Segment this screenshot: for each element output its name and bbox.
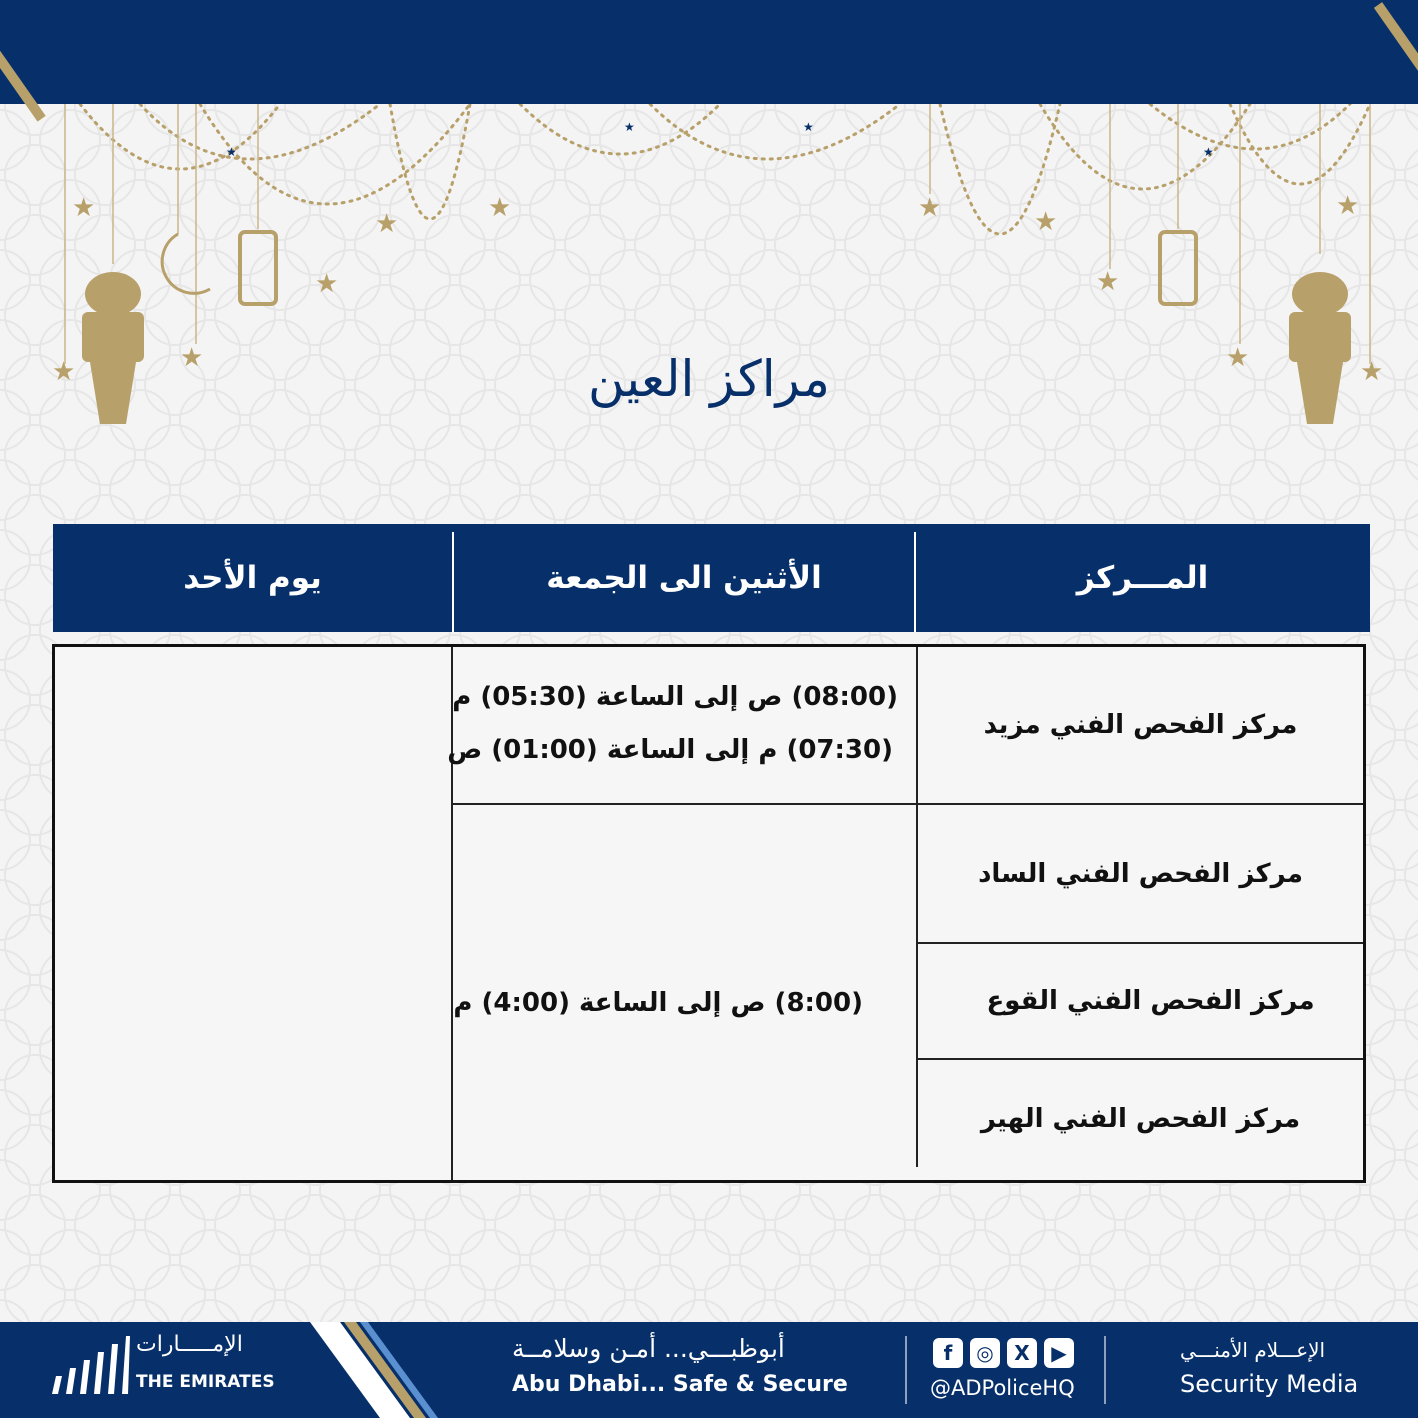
svg-text:★: ★ [624,120,635,134]
security-media-arabic: الإعـــلام الأمنـــي [1180,1338,1326,1362]
svg-text:★: ★ [375,209,399,239]
svg-text:★: ★ [1034,207,1058,237]
svg-text:★: ★ [1336,191,1360,221]
emirates-arabic: الإمـــــارات [136,1332,243,1357]
header-divider [452,532,454,632]
svg-text:★: ★ [918,193,942,223]
emirates-logo-icon [52,1336,130,1396]
facebook-icon[interactable]: f [933,1338,963,1368]
footer-stripes [300,1322,440,1418]
footer-divider [905,1336,907,1404]
other-centers-hours: (8:00) ص إلى الساعة (4:00) م [453,988,863,1018]
footer-bar [0,1322,1418,1418]
center-al-hayer: مركز الفحص الفني الهير [980,1103,1301,1134]
top-banner [0,0,1418,104]
schedule-table [52,644,1366,1183]
page-title: مراكز العين [588,350,830,408]
header-sunday: يوم الأحد [183,560,322,596]
center-mazyad: مركز الفحص الفني مزيد [983,710,1298,740]
center-al-saad: مركز الفحص الفني الساد [978,858,1303,889]
table-header [53,524,1370,632]
svg-text:★: ★ [315,269,339,299]
svg-text:★: ★ [1226,343,1250,373]
svg-text:★: ★ [1096,267,1120,297]
svg-text:★: ★ [52,357,76,387]
emirates-english: THE EMIRATES [136,1372,275,1392]
footer-divider [1104,1336,1106,1404]
center-al-quaa: مركز الفحص الفني القوع [986,986,1315,1016]
svg-text:★: ★ [226,145,237,159]
svg-text:★: ★ [803,120,814,134]
svg-text:★: ★ [72,193,96,223]
slogan-arabic: أبوظبـــي... أمـن وسلامــة [512,1334,785,1363]
instagram-icon[interactable]: ◎ [970,1338,1000,1368]
header-weekdays: الأثنين الى الجمعة [546,560,822,596]
mazyad-hours-line2: (07:30) م إلى الساعة (01:00) ص [447,735,893,765]
svg-text:★: ★ [1203,145,1214,159]
mazyad-hours-line1: (08:00) ص إلى الساعة (05:30) م [452,682,898,712]
youtube-icon[interactable]: ▶ [1044,1338,1074,1368]
svg-text:★: ★ [488,193,512,223]
sunday-cell [55,647,451,1180]
svg-text:★: ★ [1360,357,1384,387]
social-handle[interactable]: @ADPoliceHQ [930,1376,1075,1400]
slogan-english: Abu Dhabi... Safe & Secure [512,1372,848,1397]
header-center: المـــركز [1076,560,1209,596]
security-media-english: Security Media [1180,1370,1359,1398]
svg-text:★: ★ [180,343,204,373]
x-twitter-icon[interactable]: X [1007,1338,1037,1368]
column-divider [451,647,453,1180]
